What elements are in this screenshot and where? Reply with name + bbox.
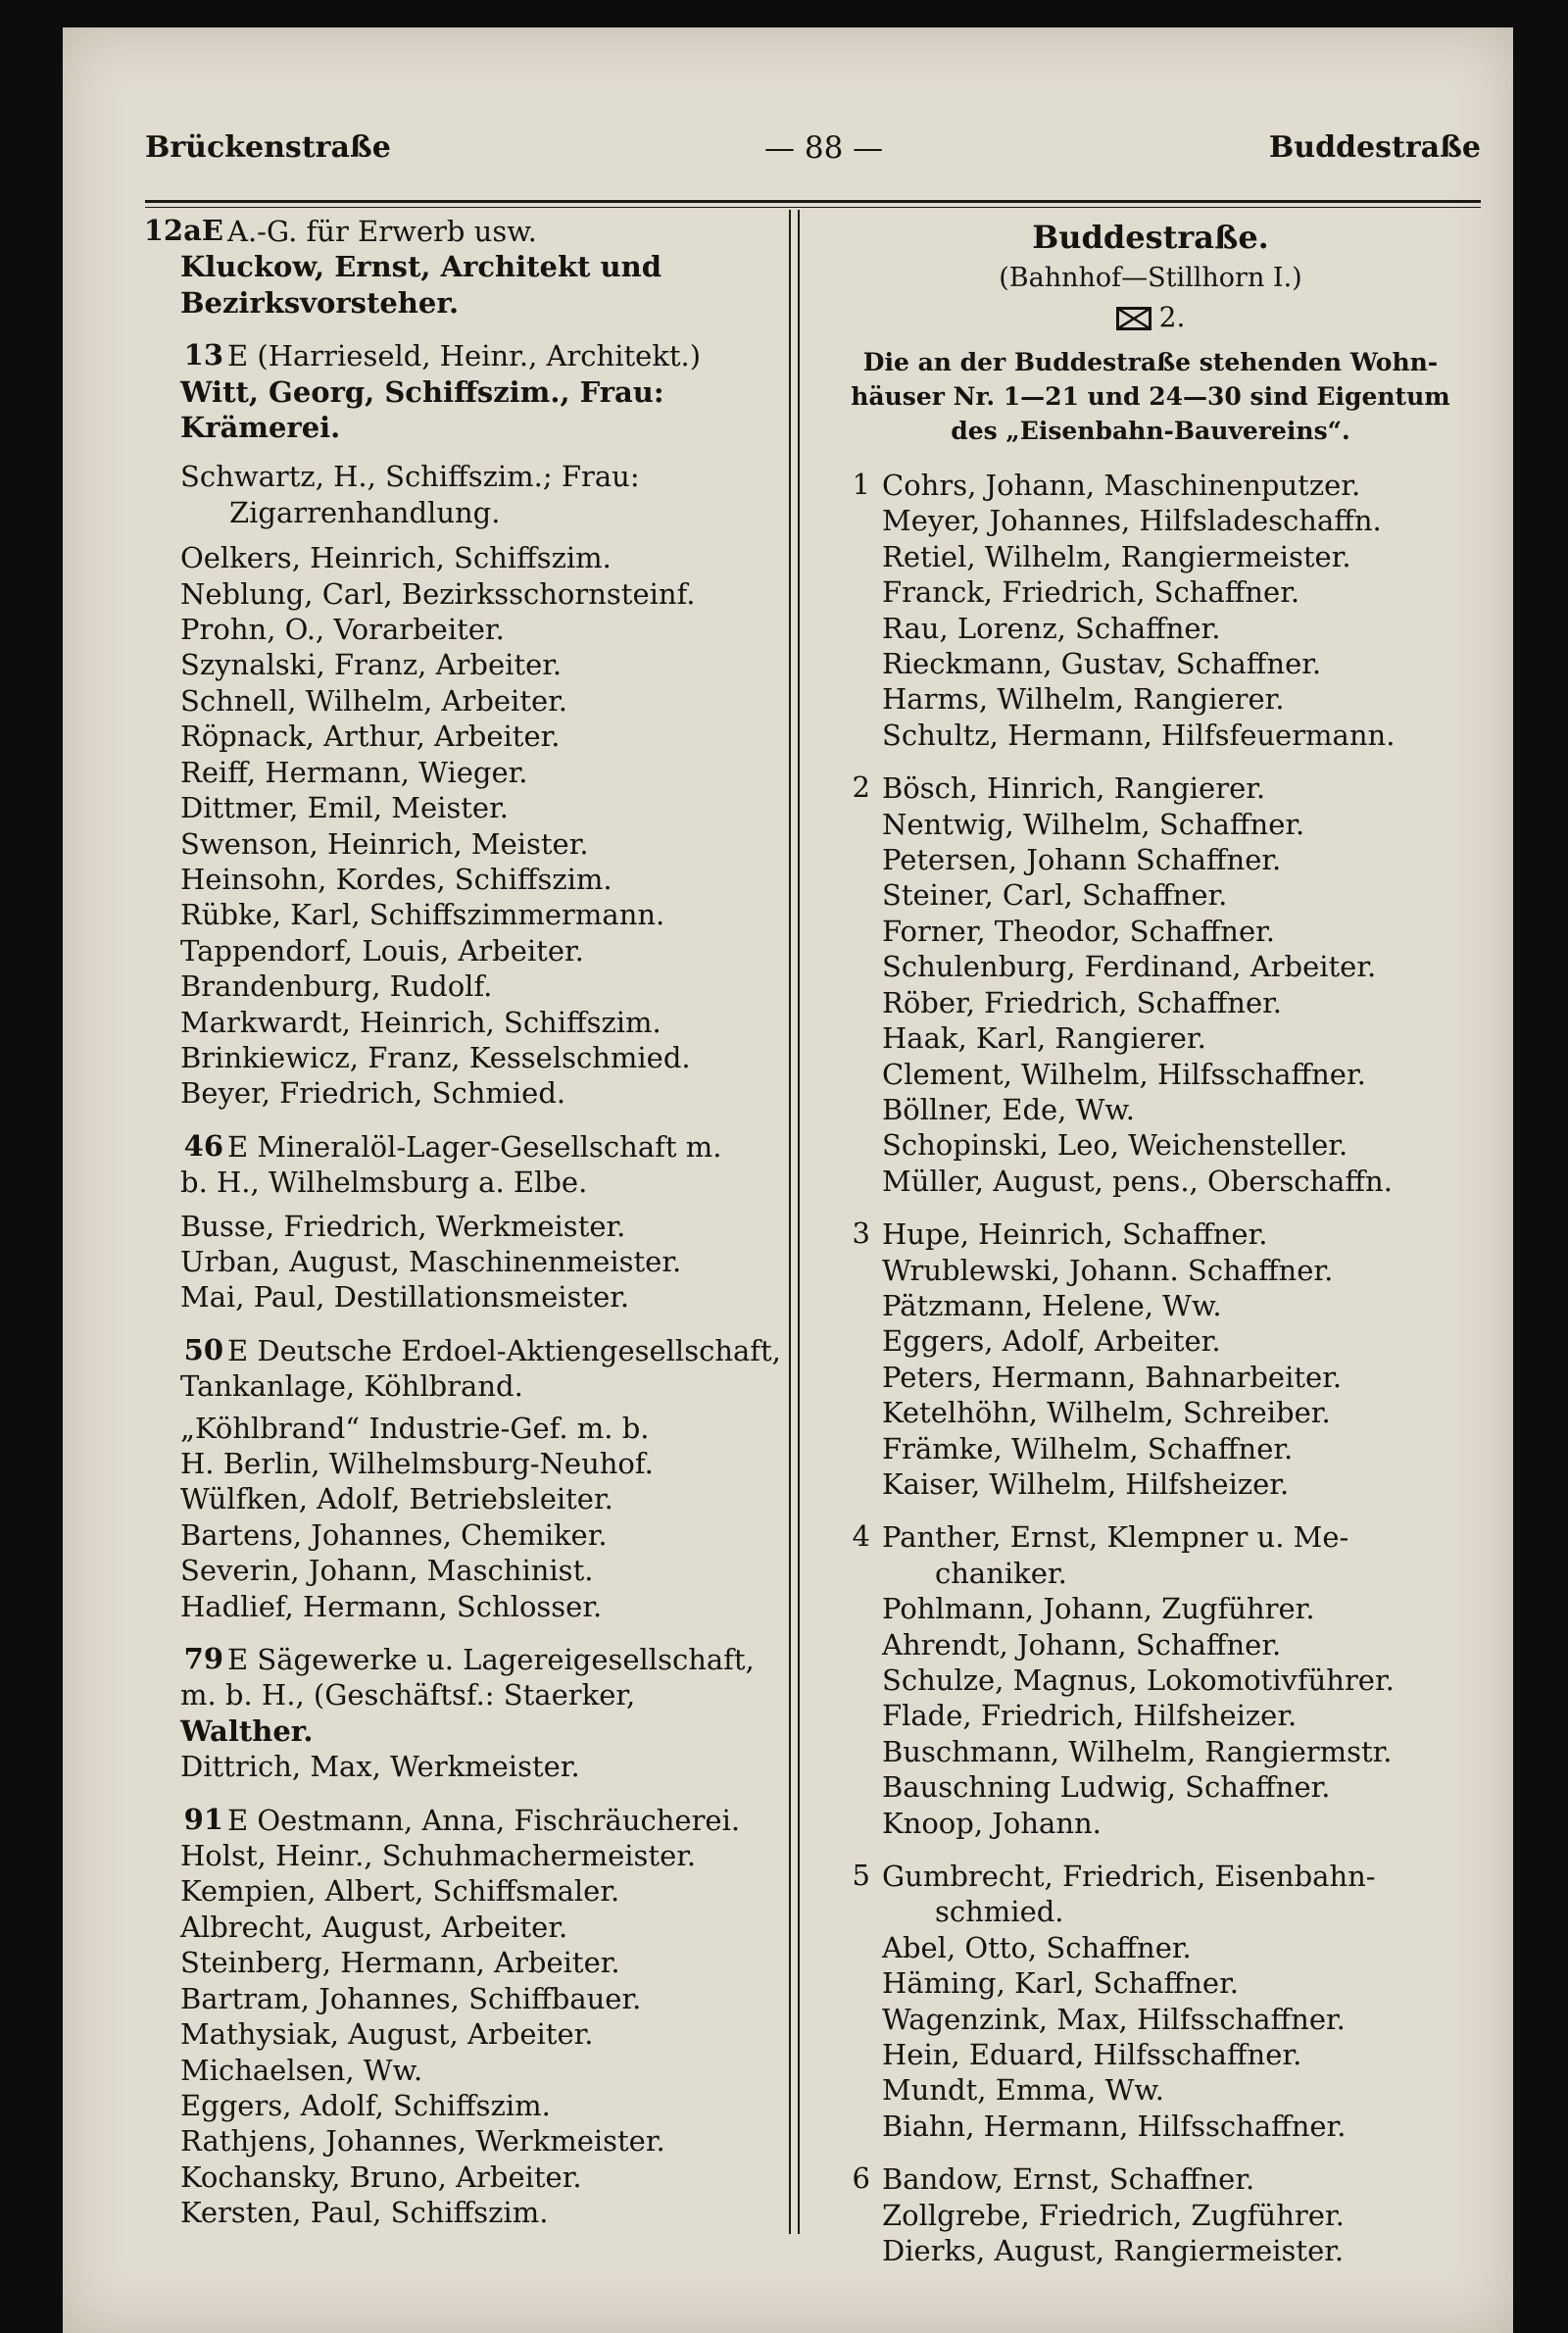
entry-line: Müller, August, pens., Oberschaffn.	[882, 1164, 1393, 1198]
house-entry	[129, 1332, 781, 1624]
tenant-line: Tappendorf, Louis, Arbeiter.	[180, 933, 584, 968]
entry-line: Abel, Otto, Schaffner.	[882, 1930, 1192, 1964]
house-number: 3	[852, 1216, 870, 1251]
entry-line: Främke, Wilhelm, Schaffner.	[882, 1431, 1294, 1465]
entry-line: Gumbrecht, Friedrich, Eisenbahn-	[882, 1860, 1376, 1894]
entry-line: Retiel, Wilhelm, Rangiermeister.	[882, 539, 1351, 573]
house-number: 46	[183, 1128, 223, 1163]
entry-line: Walther.	[180, 1713, 314, 1748]
tenant-line: Busse, Friedrich, Werkmeister.	[180, 1209, 626, 1243]
tenant-line: H. Berlin, Wilhelmsburg-Neuhof.	[180, 1447, 654, 1480]
tenant-line: Brinkiewicz, Franz, Kesselschmied.	[180, 1040, 691, 1074]
house-entry	[817, 1859, 1484, 2144]
entry-line: Albrecht, August, Arbeiter.	[180, 1910, 568, 1944]
house-entry	[129, 1803, 776, 2231]
tenant-line: Urban, August, Maschinenmeister.	[180, 1244, 682, 1278]
tenant-line: Schwartz, H., Schiffszim.; Frau:	[180, 460, 640, 494]
tenant-line: Brandenburg, Rudolf.	[180, 969, 493, 1004]
entry-line: E Oestmann, Anna, Fischräucherei.	[227, 1803, 741, 1837]
entry-line: Tankanlage, Köhlbrand.	[180, 1369, 523, 1404]
tenant-line: Dittmer, Emil, Meister.	[180, 791, 509, 825]
entry-line: Eggers, Adolf, Arbeiter.	[882, 1324, 1221, 1359]
note-line: Die an der Buddestraße stehenden Wohn-	[862, 348, 1439, 376]
entry-line: Mathysiak, August, Arbeiter.	[180, 2017, 594, 2052]
column-divider	[789, 210, 791, 2234]
header-left-street: Brückenstraße	[145, 130, 391, 165]
entry-line: Michaelsen, Ww.	[180, 2053, 423, 2087]
entry-line: Wagenzink, Max, Hilfsschaffner.	[882, 2002, 1346, 2036]
entry-line: Steinberg, Hermann, Arbeiter.	[180, 1946, 620, 1980]
entry-line: Cohrs, Johann, Maschinenputzer.	[882, 469, 1361, 502]
entry-line: Schopinski, Leo, Weichensteller.	[882, 1128, 1348, 1163]
entry-line: Schulenburg, Ferdinand, Arbeiter.	[882, 950, 1377, 984]
entry-line: Röber, Friedrich, Schaffner.	[882, 985, 1283, 1019]
left-column	[129, 214, 781, 2249]
tenant-line: Wülfken, Adolf, Betriebsleiter.	[180, 1482, 613, 1516]
entry-line: Krämerei.	[180, 411, 341, 445]
entry-line: Pätzmann, Helene, Ww.	[882, 1288, 1222, 1322]
entry-line: Ahrendt, Johann, Schaffner.	[882, 1627, 1282, 1662]
entry-line: Böllner, Ede, Ww.	[882, 1092, 1136, 1126]
tenant-line: Severin, Johann, Maschinist.	[180, 1554, 594, 1588]
tenant-line: Zigarrenhandlung.	[229, 495, 501, 529]
entry-line: Kaiser, Wilhelm, Hilfsheizer.	[882, 1466, 1290, 1501]
house-number: 13	[183, 338, 223, 372]
entry-line: Rieckmann, Gustav, Schaffner.	[882, 647, 1322, 681]
envelope-icon	[1116, 307, 1152, 330]
house-number: 79	[183, 1642, 223, 1676]
entry-line: schmied.	[935, 1895, 1064, 1929]
tenant-line: „Köhlbrand“ Industrie-Gef. m. b.	[180, 1411, 650, 1445]
tenant-line: Hadlief, Hermann, Schlosser.	[180, 1589, 603, 1623]
entry-line: Häming, Karl, Schaffner.	[882, 1966, 1239, 2001]
entry-line: Bösch, Hinrich, Rangierer.	[882, 771, 1266, 806]
entry-line: chaniker.	[935, 1556, 1067, 1590]
entry-line: Bandow, Ernst, Schaffner.	[882, 2162, 1255, 2197]
ownership-note	[817, 345, 1484, 448]
header-right-street: Buddestraße	[1268, 130, 1481, 165]
entry-line: Kluckow, Ernst, Architekt und	[180, 250, 662, 284]
entry-line: Peters, Hermann, Bahnarbeiter.	[882, 1360, 1343, 1394]
entry-line: Eggers, Adolf, Schiffszim.	[180, 2088, 551, 2122]
entry-line: Ketelhöhn, Wilhelm, Schreiber.	[882, 1396, 1331, 1430]
entry-line: Steiner, Carl, Schaffner.	[882, 878, 1228, 913]
entry-line: Schultz, Hermann, Hilfsfeuermann.	[882, 718, 1396, 752]
house-entry	[129, 214, 776, 321]
entry-line: Panther, Ernst, Klempner u. Me-	[882, 1520, 1349, 1555]
entry-line: E Deutsche Erdoel-Aktiengesellschaft,	[227, 1333, 781, 1367]
entry-line: Pohlmann, Johann, Zugführer.	[882, 1592, 1315, 1626]
house-entry	[129, 1642, 776, 1785]
entry-line: Clement, Wilhelm, Hilfsschaffner.	[882, 1057, 1366, 1091]
entry-line: Hein, Eduard, Hilfsschaffner.	[882, 2038, 1302, 2072]
tenant-line: Markwardt, Heinrich, Schiffszim.	[180, 1005, 662, 1039]
house-number: 1	[852, 468, 870, 501]
entry-line: Holst, Heinr., Schuhmachermeister.	[180, 1839, 697, 1873]
entry-line: Buschmann, Wilhelm, Rangiermstr.	[882, 1734, 1393, 1768]
entry-line: Flade, Friedrich, Hilfsheizer.	[882, 1699, 1298, 1733]
house-entry	[817, 1216, 1484, 1502]
entry-line: Kochansky, Bruno, Arbeiter.	[180, 2159, 582, 2194]
entry-line: Biahn, Hermann, Hilfsschaffner.	[882, 2109, 1347, 2143]
entry-line: Schulze, Magnus, Lokomotivführer.	[882, 1663, 1395, 1697]
directory-page	[63, 27, 1513, 2333]
house-entry	[129, 338, 776, 1112]
tenant-line: Szynalski, Franz, Arbeiter.	[180, 648, 563, 682]
entry-line: Bezirksvorsteher.	[180, 285, 460, 320]
street-subtitle: (Bahnhof—Stillhorn I.)	[999, 263, 1302, 293]
header-rule-thin	[145, 207, 1481, 208]
header-rule-thick	[145, 200, 1481, 203]
entry-line: Meyer, Johannes, Hilfsladeschaffn.	[882, 504, 1382, 538]
entry-line: Rathjens, Johannes, Werkmeister.	[180, 2124, 665, 2159]
entry-line: Bartram, Johannes, Schiffbauer.	[180, 1981, 642, 2015]
house-entry	[817, 2161, 1484, 2268]
tenant-line: Bartens, Johannes, Chemiker.	[180, 1517, 608, 1552]
house-entry	[817, 770, 1484, 1199]
tenant-line: Beyer, Friedrich, Schmied.	[180, 1076, 566, 1111]
entry-line: A.-G. für Erwerb usw.	[227, 215, 537, 248]
house-entry	[817, 1519, 1484, 1841]
entry-line: Mundt, Emma, Ww.	[882, 2073, 1165, 2108]
tenant-line: Swenson, Heinrich, Meister.	[180, 826, 589, 861]
entry-line: Zollgrebe, Friedrich, Zugführer.	[882, 2198, 1345, 2232]
house-number: 5	[852, 1859, 870, 1893]
postal-district	[817, 298, 1484, 337]
house-number: 50	[183, 1332, 223, 1366]
tenant-line: Oelkers, Heinrich, Schiffszim.	[180, 541, 612, 575]
tenant-line: Mai, Paul, Destillationsmeister.	[180, 1280, 630, 1315]
column-divider-second	[798, 210, 800, 2234]
entry-line: Wrublewski, Johann. Schaffner.	[882, 1253, 1334, 1287]
entry-line: Hupe, Heinrich, Schaffner.	[882, 1217, 1268, 1252]
tenant-line: Prohn, O., Vorarbeiter.	[180, 613, 505, 647]
entry-line: Kempien, Albert, Schiffsmaler.	[180, 1874, 620, 1909]
tenant-line: Dittrich, Max, Werkmeister.	[180, 1750, 580, 1784]
note-line: häuser Nr. 1—21 und 24—30 sind Eigentum	[851, 382, 1450, 411]
entry-line: Nentwig, Wilhelm, Schaffner.	[882, 807, 1305, 841]
entry-line: Rau, Lorenz, Schaffner.	[882, 611, 1221, 645]
entry-line: b. H., Wilhelmsburg a. Elbe.	[180, 1166, 588, 1200]
entry-line: Knoop, Johann.	[882, 1806, 1102, 1840]
entry-line: Haak, Karl, Rangierer.	[882, 1021, 1206, 1056]
house-number: 12aE	[143, 214, 223, 247]
house-number: 91	[183, 1802, 223, 1836]
house-number: 2	[852, 770, 870, 805]
right-column	[817, 214, 1484, 2287]
entry-line: E Mineralöl-Lager-Gesellschaft m.	[227, 1129, 722, 1164]
entry-line: E Sägewerke u. Lagereigesellschaft,	[227, 1643, 755, 1677]
house-entry	[129, 1129, 776, 1315]
street-title: Buddestraße.	[1032, 219, 1269, 256]
page-number: — 88 —	[764, 130, 884, 166]
entry-line: Dierks, August, Rangiermeister.	[882, 2234, 1345, 2268]
entry-line: E (Harrieseld, Heinr., Architekt.)	[227, 339, 702, 373]
entry-line: Bauschning Ludwig, Schaffner.	[882, 1770, 1331, 1805]
house-number: 4	[852, 1519, 870, 1554]
tenant-line: Röpnack, Arthur, Arbeiter.	[180, 720, 561, 754]
house-entry	[817, 468, 1484, 753]
entry-line: m. b. H., (Geschäftsf.: Staerker,	[180, 1678, 636, 1713]
tenant-line: Neblung, Carl, Bezirksschornsteinf.	[180, 576, 696, 611]
entry-line: Harms, Wilhelm, Rangierer.	[882, 682, 1285, 717]
tenant-line: Rübke, Karl, Schiffszimmermann.	[180, 898, 665, 932]
entry-line: Franck, Friedrich, Schaffner.	[882, 575, 1300, 610]
tenant-line: Heinsohn, Kordes, Schiffszim.	[180, 862, 612, 896]
entry-line: Forner, Theodor, Schaffner.	[882, 914, 1276, 948]
tenant-line: Schnell, Wilhelm, Arbeiter.	[180, 683, 568, 718]
entry-line: Petersen, Johann Schaffner.	[882, 843, 1282, 877]
entry-line: Witt, Georg, Schiffszim., Frau:	[180, 374, 664, 409]
house-number: 6	[852, 2161, 870, 2196]
postal-number: 2.	[1158, 301, 1186, 333]
entry-line: Kersten, Paul, Schiffszim.	[180, 2196, 549, 2230]
note-line: des „Eisenbahn-Bauvereins“.	[951, 417, 1350, 445]
tenant-line: Reiff, Hermann, Wieger.	[180, 755, 528, 789]
